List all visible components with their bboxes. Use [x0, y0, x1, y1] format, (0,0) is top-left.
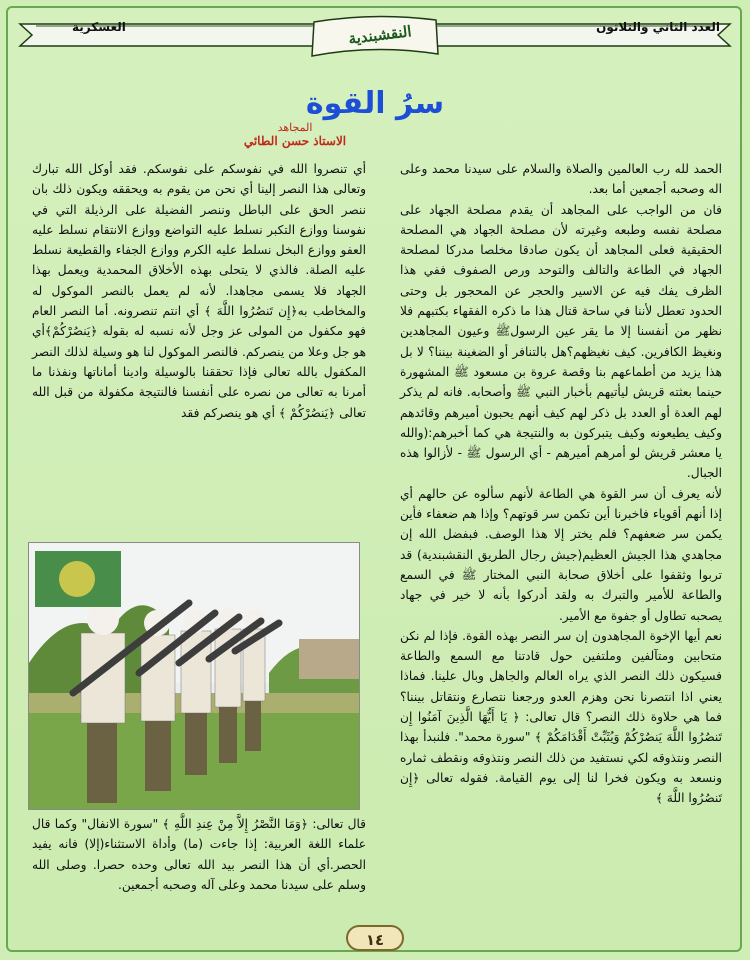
article-title: سرُ القوة [305, 86, 445, 121]
section-label: العسكرية [72, 20, 126, 34]
article-photo [28, 542, 360, 810]
issue-label: العدد الثاني والثلاثون [596, 20, 720, 34]
left-column-top [32, 159, 366, 423]
paragraph: لأنه يعرف أن سر القوة هي الطاعة لأنهم سألوه عن حالهم أي إذا أنهم أقوياء فاخبرنا أين تكمن سر قوتهم؟ وإذا هم ضعفاء فأين يكمن سر ضعفهم؟ فلم يختر إلا هذا الوصف. فبفضل الله إن مجاهدي هذا الجيش العظيم(جيش رجال الطريق النقشبندية) قد تربوا وثقفوا على أخلاق صحابة النبي المختار ﷺ في السمع والطاعة للأمير والتبرك به ولقد أدركوا بأنه لا خير في جهاد يصحبه تطاول أو جفوة مع الأمير. [400, 486, 722, 623]
paragraph: قال تعالى: ﴿وَمَا النَّصْرُ إِلاَّ مِنْ عِندِ اللَّهِ ﴾ "سورة الانفال" وكما قال علماء اللغة العربية: إذا جاءت (ما) وأداة الاستثناء(إلا) فانه يفيد الحصر.أي أن هذا النصر بيد الله تعالى وحده حصرا. وصلى الله وسلم على سيدنا محمد وعلى آله وصحبه أجمعين. [32, 817, 366, 892]
paragraph: نعم أيها الإخوة المجاهدون إن سر النصر بهذه القوة. فإذا لم نكن متحابين ومتآلفين وملتفين حول قادتنا مع السمع والطاعة فسيكون ذلك النصر الذي يراه العالم والجاهل وبال علينا. فماذا يعني اذا انتصرنا نحن وهزم العدو ورجعنا نتصارع ونتقاتل بيننا؟ فما هي حلاوة ذلك النصر؟ قال تعالى: ﴿ يَا أَيُّهَا الَّذِينَ آمَنُوا إِن تَنصُرُوا اللَّهَ يَنصُرْكُمْ وَيُثَبِّتْ أَقْدَامَكُمْ ﴾ "سورة محمد". فلنبدأ بهذا النصر ونتذوقه لكي نستفيد من ذلك النصر ونتذوقه ونقطف ثماره ونسعد به ويكون فخرا لنا إلى يوم القيامة. فقوله تعالى ﴿إِن تَنصُرُوا اللَّهَ ﴾ [400, 628, 722, 806]
left-column-bottom [32, 814, 366, 895]
author-credit [220, 121, 370, 148]
page-number: ١٤ [346, 925, 404, 951]
paragraph: أي تنصروا الله في نفوسكم على نفوسكم. فقد أوكل الله تبارك وتعالى هذا النصر إلينا أي نحن من يقوم به ويحققه ويكون ذلك بان ننصر الحق على الباطل وننصر الفضيلة على الرذيلة التي في نفوسنا ووازع التكبر نسلط عليه التواضع ووازع الانتقام نسلط عليه العفو ووازع البخل نسلط عليه الكرم ووازع الجفاء والقطيعة نسلط عليه الصلة. فالذي لا يتحلى بهذه الأخلاق المحمدية ويعمل بهذا الجهاد فلا يسمى مجاهدا. لأنه لم يعمل بالنصر الموكول له والمخاطب به﴿إِن تَنصُرُوا اللَّهَ ﴾ أي انتم تنصرونه. أما النصر العام فهو مكفول من المولى عز وجل لأنه نسبه له بقوله ﴿يَنصُرْكُمْ﴾أي هو جل وعلا من ينصركم. فالنصر الموكول لنا هو وسيلة لذلك النصر المكفول بالله تعالى فإذا تحققنا بالوسيلة وادينا أماناتها ونفذنا ما أمرنا به تعالى من نصره على أنفسنا فالنتيجة مكفولة من قبل الله تعالى ﴿يَنصُرْكُمْ ﴾ أي هو ينصركم فقد [32, 162, 366, 420]
paragraph: الحمد لله رب العالمين والصلاة والسلام على سيدنا محمد وعلى اله وصحبه أجمعين أما بعد. [400, 162, 722, 197]
paragraph: فان من الواجب على المجاهد أن يقدم مصلحة الجهاد على مصلحة نفسه وطبعه وغيرته لأن مصلحة الجهاد هي المصلحة الحقيقية فعلى المجاهد أن يكون صادقا مخلصا مدركا لمصلحة الجهاد في الطاعة والتالف والتوحد ورص الصفوف ففي هذا الظرف يفك فيه عن الاسير والحجر عن المحجور بل وحتى الحدود تعطل لأننا في ساحة قتال هذا ما ذكره الفقهاء بكتبهم فلا نظهر من أنفسنا إلا ما يقر عين الرسولﷺ وعيون المجاهدين ونغيظ الكافرين. كيف نغيظهم؟هل بالتنافر أو الضغينة بيننا؟ لا بل هذا يزيد من أطماعهم بنا وقصة عروة بن مسعود ﷺ المشهورة حينما بعثته قريش ليأتيهم بأخبار النبي ﷺ وأصحابه. فانه لم يذكر لهم العدة أو العدد بل ذكر لهم كيف أنهم يحبون أميرهم وقائدهم وكيف يطيعونه وكيف يتبركون به والنتيجة هي كما أخبرهم:(والله يا معشر قريش لو أمرهم أميرهم - أي الرسول ﷺ - لأزالوا هذه الجبال. [400, 202, 722, 481]
masthead-title: النقشبندية [347, 22, 413, 48]
author-rank: المجاهد [277, 121, 313, 134]
right-column [400, 159, 722, 809]
author-name: الاستاذ حسن الطائي [243, 134, 347, 148]
